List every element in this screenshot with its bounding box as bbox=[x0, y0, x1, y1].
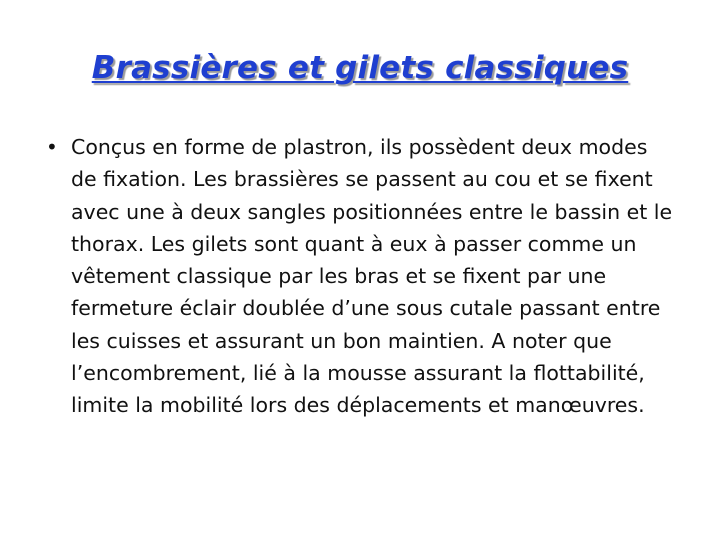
bullet-text: Conçus en forme de plastron, ils possèdent deux modes de fixation. Les brassières se passent au cou et se fixent avec une à deux sangles positionnées entre le bassin et le thorax. Les gilets sont quant à eux à passer comme un vêtement classique par les bras et se fixent par une fermeture éclair doublée d’une sous cutale passant entre les cuisses et assurant un bon maintien. A noter que l’encombrement, lié à la mousse assurant la flottabilité, limite la mobilité lors des déplacements et manœuvres. bbox=[71, 135, 673, 418]
bullet-item bbox=[46, 131, 676, 422]
bullet-list bbox=[46, 131, 676, 422]
slide-title: Brassières et gilets classiques bbox=[91, 50, 629, 86]
bullet-marker: • bbox=[46, 135, 58, 159]
